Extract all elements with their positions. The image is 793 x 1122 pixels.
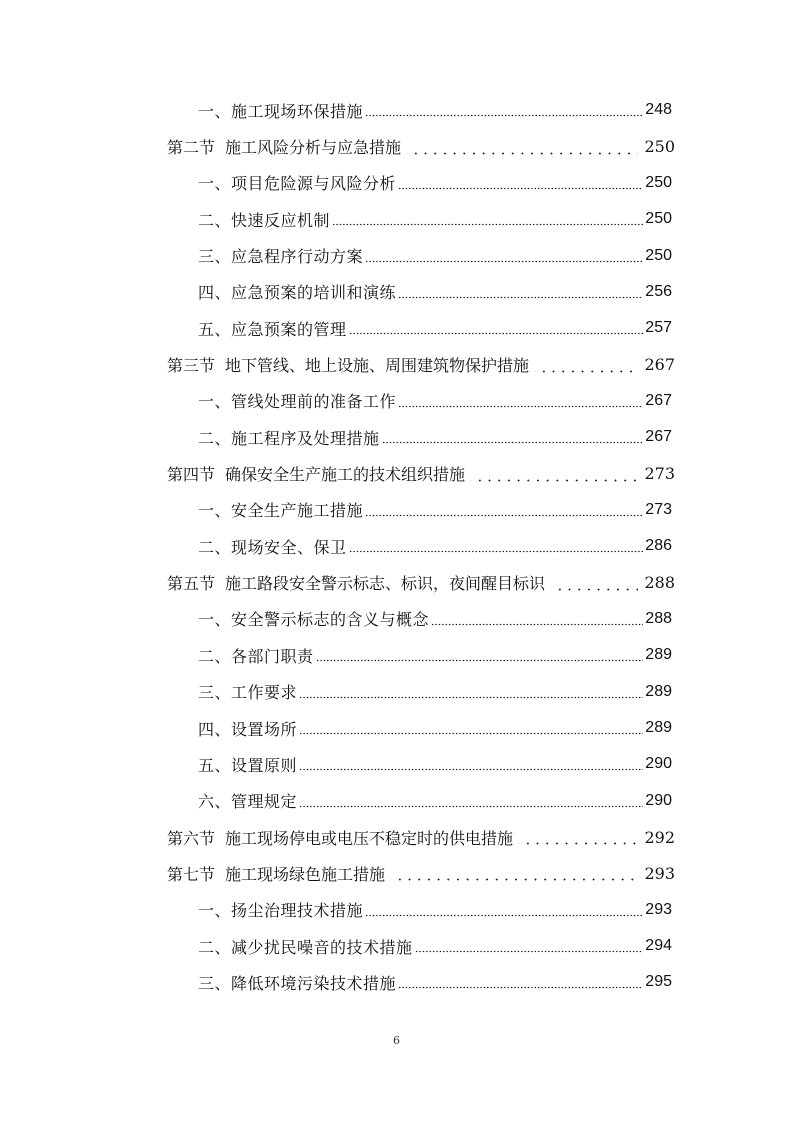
toc-entry-number: 五、 [198,319,232,339]
dot-leader [299,795,643,811]
toc-entry-title [198,607,429,630]
toc-section-row[interactable] [0,455,793,491]
toc-item-row[interactable] [0,492,793,528]
toc-item-row[interactable] [0,419,793,455]
dot-leader [316,649,644,665]
toc-entry-text: 施工现场停电或电压不稳定时的供电措施 [225,828,514,848]
toc-page-number: 250 [645,246,672,264]
toc-item-row[interactable] [0,928,793,964]
toc-entry-number: 三、 [198,247,232,267]
toc-page-number: 292 [644,827,675,847]
dot-leader [398,177,643,193]
dot-leader [391,867,638,883]
dot-leader [349,540,644,556]
toc-entry-number: 一、 [198,392,232,412]
dot-leader [431,613,643,629]
dot-leader [398,286,643,302]
toc-entry-title [198,244,363,267]
toc-item-row[interactable] [0,274,793,310]
toc-entry-text: 确保安全生产施工的技术组织措施 [225,465,466,485]
toc-entry-number: 四、 [198,719,232,739]
dot-leader [349,322,644,338]
toc-entry-text: 施工路段安全警示标志、标识，夜间醒目标识 [225,574,546,594]
toc-entry-title [198,389,396,412]
toc-item-row[interactable] [0,783,793,819]
dot-leader [415,940,644,956]
toc-entry-number: 第三节 [167,356,216,376]
toc-entry-number: 二、 [198,937,232,957]
toc-entry-text: 现场安全、保卫 [231,537,347,557]
toc-entry-title [167,826,513,849]
toc-entry-title [167,862,385,885]
toc-entry-number: 五、 [198,755,232,775]
toc-page-number: 289 [645,719,672,737]
toc-entry-title [198,498,363,521]
toc-section-row[interactable] [0,855,793,891]
dot-leader [551,577,638,593]
toc-item-row[interactable] [0,601,793,637]
dot-leader [332,213,643,229]
toc-entry-text: 施工现场环保措施 [231,101,364,121]
toc-entry-number: 第四节 [167,465,216,485]
dot-leader [471,468,638,484]
toc-entry-number: 第七节 [167,864,216,884]
toc-page-number: 267 [644,355,675,375]
toc-entry-title [198,898,363,921]
toc-page-number: 290 [645,791,672,809]
toc-entry-number: 第二节 [167,138,216,158]
toc-entry-number: 二、 [198,210,232,230]
toc-page-number: 290 [645,755,672,773]
dot-leader [519,831,638,847]
toc-entry-number: 一、 [198,610,232,630]
toc-item-row[interactable] [0,92,793,128]
toc-item-row[interactable] [0,637,793,673]
toc-item-row[interactable] [0,964,793,1000]
toc-section-row[interactable] [0,819,793,855]
toc-entry-number: 六、 [198,792,232,812]
dot-leader [535,359,638,375]
dot-leader [365,504,643,520]
toc-item-row[interactable] [0,528,793,564]
toc-entry-title [198,753,297,776]
toc-entry-text: 各部门职责 [231,646,314,666]
toc-entry-text: 应急预案的管理 [231,319,347,339]
toc-entry-title [198,535,347,558]
toc-entry-text: 施工现场绿色施工措施 [225,864,386,884]
toc-entry-number: 一、 [198,174,232,194]
dot-leader [365,250,643,266]
toc-item-row[interactable] [0,165,793,201]
toc-entry-text: 施工风险分析与应急措施 [225,138,402,158]
dot-leader [407,141,638,157]
toc-entry-text: 快速反应机制 [231,210,331,230]
table-of-contents [0,92,793,1001]
dot-leader [365,904,643,920]
toc-entry-number: 三、 [198,973,232,993]
toc-entry-title [198,99,363,122]
toc-entry-text: 安全生产施工措施 [231,501,364,521]
toc-entry-number: 第六节 [167,828,216,848]
toc-page-number: 288 [644,573,675,593]
toc-entry-title [198,426,380,449]
dot-leader [299,758,643,774]
toc-page-number: 250 [644,137,675,157]
toc-entry-title [198,208,330,231]
dot-leader [299,686,643,702]
toc-entry-text: 工作要求 [231,683,298,703]
toc-entry-text: 设置场所 [231,719,298,739]
toc-page-number: 250 [645,210,672,228]
toc-entry-title [167,571,545,594]
toc-page-number: 289 [645,646,672,664]
toc-page-number: 267 [645,391,672,409]
toc-entry-title [167,135,401,158]
toc-entry-text: 项目危险源与风险分析 [231,174,397,194]
toc-entry-title [198,317,347,340]
toc-entry-number: 一、 [198,501,232,521]
toc-entry-title [198,280,396,303]
toc-entry-number: 二、 [198,646,232,666]
toc-entry-title [167,353,529,376]
toc-entry-number: 三、 [198,683,232,703]
toc-page-number: 294 [645,937,672,955]
toc-item-row[interactable] [0,310,793,346]
dot-leader [398,395,643,411]
toc-section-row[interactable] [0,128,793,164]
toc-page-number: 248 [645,101,672,119]
toc-entry-title [198,971,396,994]
toc-page-number: 295 [645,973,672,991]
toc-item-row[interactable] [0,746,793,782]
toc-entry-text: 减少扰民噪音的技术措施 [231,937,413,957]
toc-entry-title [198,644,314,667]
toc-entry-text: 管线处理前的准备工作 [231,392,397,412]
toc-item-row[interactable] [0,674,793,710]
toc-entry-number: 一、 [198,101,232,121]
toc-page-number: 257 [645,319,672,337]
toc-page-number: 289 [645,682,672,700]
toc-entry-text: 应急程序行动方案 [231,247,364,267]
toc-entry-title [198,789,297,812]
toc-page-number: 286 [645,537,672,555]
toc-entry-text: 地下管线、地上设施、周围建筑物保护措施 [225,356,530,376]
dot-leader [382,431,644,447]
toc-page-number: 288 [645,609,672,627]
dot-leader [365,104,643,120]
toc-entry-text: 扬尘治理技术措施 [231,901,364,921]
toc-entry-title [167,462,465,485]
toc-entry-title [198,717,297,740]
toc-entry-text: 管理规定 [231,792,298,812]
toc-entry-text: 安全警示标志的含义与概念 [231,610,430,630]
toc-page-number: 267 [645,428,672,446]
toc-entry-text: 设置原则 [231,755,298,775]
dot-leader [398,976,643,992]
toc-section-row[interactable] [0,564,793,600]
toc-entry-number: 二、 [198,537,232,557]
toc-page-number: 250 [645,173,672,191]
toc-page-number: 273 [645,500,672,518]
toc-item-row[interactable] [0,710,793,746]
toc-entry-title [198,680,297,703]
toc-entry-number: 二、 [198,428,232,448]
toc-page-number: 293 [644,863,675,883]
toc-page-number: 256 [645,282,672,300]
page-number: 6 [393,1034,400,1047]
toc-page-number: 273 [644,464,675,484]
toc-entry-title [198,935,413,958]
dot-leader [299,722,643,738]
toc-item-row[interactable] [0,892,793,928]
toc-entry-title [198,171,396,194]
toc-entry-number: 四、 [198,283,232,303]
toc-entry-text: 应急预案的培训和演练 [231,283,397,303]
toc-item-row[interactable] [0,237,793,273]
toc-page-number: 293 [645,900,672,918]
toc-section-row[interactable] [0,346,793,382]
toc-entry-number: 一、 [198,901,232,921]
toc-item-row[interactable] [0,383,793,419]
toc-item-row[interactable] [0,201,793,237]
toc-entry-text: 施工程序及处理措施 [231,428,380,448]
toc-entry-text: 降低环境污染技术措施 [231,973,397,993]
toc-entry-number: 第五节 [167,574,216,594]
